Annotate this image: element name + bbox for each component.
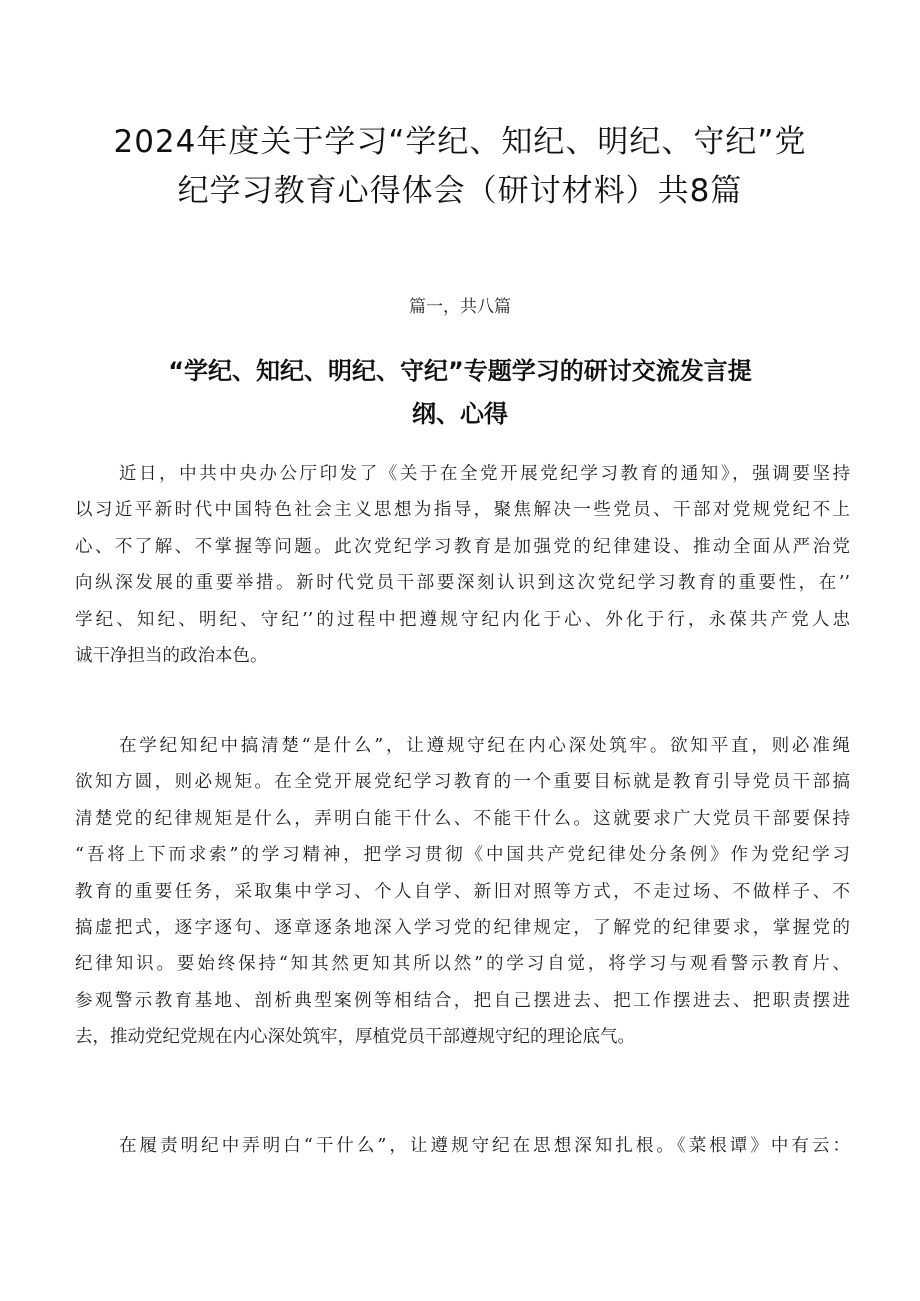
document-title-line: 纪学习教育心得体会（研讨材料）共8篇 xyxy=(177,173,743,209)
paragraph-line: 搞虚把式，逐字逐句、逐章逐条地深入学习党的纪律规定，了解党的纪律要求，掌握党的 xyxy=(75,918,850,939)
section-label: 篇一，共八篇 xyxy=(409,297,511,317)
section-heading xyxy=(100,350,820,436)
paragraph-line: 参观警示教育基地、剖析典型案例等相结合，把自己摆进去、把工作摆进去、把职责摆进 xyxy=(75,990,850,1011)
paragraph-line: 学纪、知纪、明纪、守纪’’的过程中把遵规守纪内化于心、外化于行，永葆共产党人忠 xyxy=(75,609,850,630)
paragraph-line: 近日，中共中央办公厅印发了《关于在全党开展党纪学习教育的通知》，强调要坚持 xyxy=(119,464,850,484)
body-paragraph xyxy=(75,728,850,1056)
paragraph-line: 以习近平新时代中国特色社会主义思想为指导，聚焦解决一些党员、干部对党规党纪不上 xyxy=(75,500,850,521)
paragraph-line: 欲知方圆，则必规矩。在全党开展党纪学习教育的一个重要目标就是教育引导党员干部搞 xyxy=(75,772,850,793)
section-heading-line: “学纪、知纪、明纪、守纪”专题学习的研讨交流发言提 xyxy=(168,357,752,385)
body-paragraph xyxy=(75,1128,850,1164)
document-title-line: 2024年度关于学习“学纪、知纪、明纪、守纪”党 xyxy=(113,124,807,160)
paragraph-line: 纪律知识。要始终保持“知其然更知其所以然”的学习自觉，将学习与观看警示教育片、 xyxy=(75,954,850,975)
paragraph-line: 向纵深发展的重要举措。新时代党员干部要深刻认识到这次党纪学习教育的重要性，在’’ xyxy=(75,573,850,594)
paragraph-line: 在学纪知纪中搞清楚“是什么”，让遵规守纪在内心深处筑牢。欲知平直，则必准绳 xyxy=(119,736,850,756)
paragraph-line: 去，推动党纪党规在内心深处筑牢，厚植党员干部遵规守纪的理论底气。 xyxy=(75,1027,635,1048)
paragraph-line: 心、不了解、不掌握等问题。此次党纪学习教育是加强党的纪律建设、推动全面从严治党 xyxy=(75,536,850,557)
body-paragraph xyxy=(75,456,850,674)
section-heading-line: 纲、心得 xyxy=(412,400,508,428)
paragraph-line: 清楚党的纪律规矩是什么，弄明白能干什么、不能干什么。这就要求广大党员干部要保持 xyxy=(75,808,850,829)
paragraph-line: 教育的重要任务，采取集中学习、个人自学、新旧对照等方式，不走过场、不做样子、不 xyxy=(75,881,850,902)
paragraph-line: 诚干净担当的政治本色。 xyxy=(75,646,268,667)
document-title xyxy=(70,118,850,216)
paragraph-line: 在履责明纪中弄明白“干什么”，让遵规守纪在思想深知扎根。《菜根谭》中有云： xyxy=(119,1136,850,1156)
paragraph-line: “吾将上下而求索”的学习精神，把学习贯彻《中国共产党纪律处分条例》作为党纪学习 xyxy=(75,845,850,866)
